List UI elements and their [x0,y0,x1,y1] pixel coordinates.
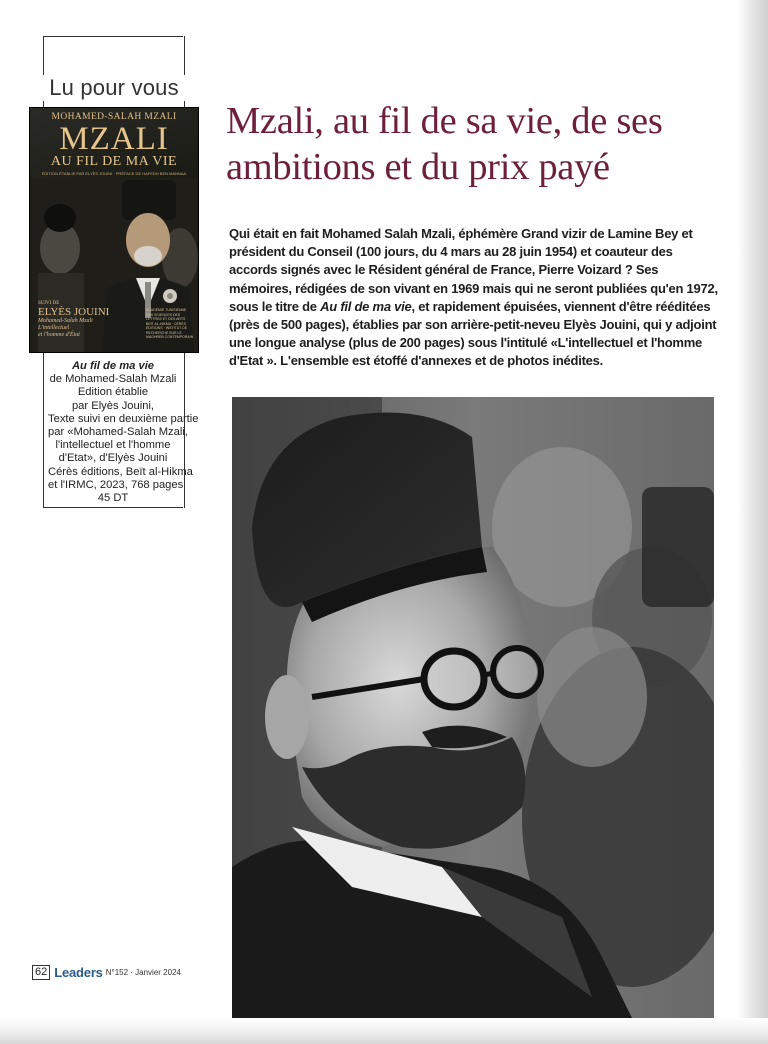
cover-suivi-line: et l'homme d'État [38,332,80,338]
page-edge-shadow [738,0,768,1044]
cover-suivi-line: L'intellectuel [38,325,70,331]
caption-line: Edition établie [77,386,149,399]
intro-line: Qui était en fait Mohamed Salah Mzali, éphémère Grand vizir de Lamine Bey et [229,226,693,241]
intro-line: d'Etat ». L'ensemble est étoffé d'annexes et de photos inédites. [229,353,603,369]
caption-line: d'Etat», d'Elyès Jouini [58,452,168,465]
intro-line: une longue analyse (plus de 200 pages) sous l'intitulé «L'intellectuel et l'homme [229,335,703,351]
intro-line: président du Conseil (100 jours, du 4 mars au 28 juin 1954) et coauteur des [229,244,673,260]
intro-line: mémoires, rédigées de son vivant en 1969 mais qui ne seront publiées qu'en 1972, [229,280,718,296]
intro-line: (près de 500 pages), établies par son arrière-petit-neveu Elyès Jouini, qui y adjoint [229,317,717,333]
caption-book-title: Au fil de ma vie [71,360,155,372]
caption-line: Texte suivi en deuxième partie [48,412,199,425]
cover-author: MOHAMED-SALAH MZALI [51,112,177,122]
caption-line: de Mohamed-Salah Mzali [49,373,177,386]
cover-edition-line: ÉDITION ÉTABLIE PAR ELYÈS JOUINI · PRÉFACE DE HAFEDH BEN MANNAA [41,171,187,176]
section-label: Lu pour vous [43,75,185,101]
book-caption [48,360,199,505]
page-bottom-shadow [0,1018,768,1044]
page-footer [32,965,181,980]
caption-price: 45 DT [97,492,129,505]
page-number: 62 [32,965,50,980]
caption-line: et l'IRMC, 2023, 768 pages [48,478,184,491]
cover-suivi-author: ELYÈS JOUINI [38,306,110,318]
caption-line: Cérès éditions, Beït al-Hikma [48,465,193,478]
headline-line: ambitions et du prix payé [226,146,610,188]
cover-suivi-line: Mohamed-Salah Mzali [38,318,93,324]
issue-info: N°152 · Janvier 2024 [105,968,181,977]
cover-subtitle: AU FIL DE MA VIE [50,154,178,169]
cover-publisher-text: ACADÉMIE TUNISIENNE DES SCIENCES DES LETTRES ET DES ARTS BEÏT AL-HIKMA · CÉRÈS ÉDITIONS · INSTITUT DE RECHERCHE SUR LE MAGHREB CONTEMPORAIN [146,308,194,339]
headline-line: Mzali, au fil de sa vie, de ses [226,100,663,142]
cover-suivi-label: SUIVI DE [38,301,60,306]
caption-line: par «Mohamed-Salah Mzali, [48,426,188,439]
article-headline [226,98,726,190]
cover-title: MZALI [59,121,169,157]
caption-line: par Elyès Jouini, [71,399,155,412]
portrait-photo-art [232,397,714,1018]
cover-suivi-block [38,301,109,339]
intro-line: accords signés avec le Résident général de France, Pierre Voizard ? Ses [229,262,659,278]
intro-book-title: Au fil de ma vie [320,298,412,314]
intro-line: sous le titre de Au fil de ma vie, et rapidement épuisées, viennent d'être rééditées [229,298,711,314]
book-cover-image [30,108,198,352]
caption-line: l'intellectuel et l'homme [55,439,171,452]
portrait-photo [232,397,714,1018]
article-intro [229,225,719,371]
magazine-brand: Leaders [54,965,103,980]
